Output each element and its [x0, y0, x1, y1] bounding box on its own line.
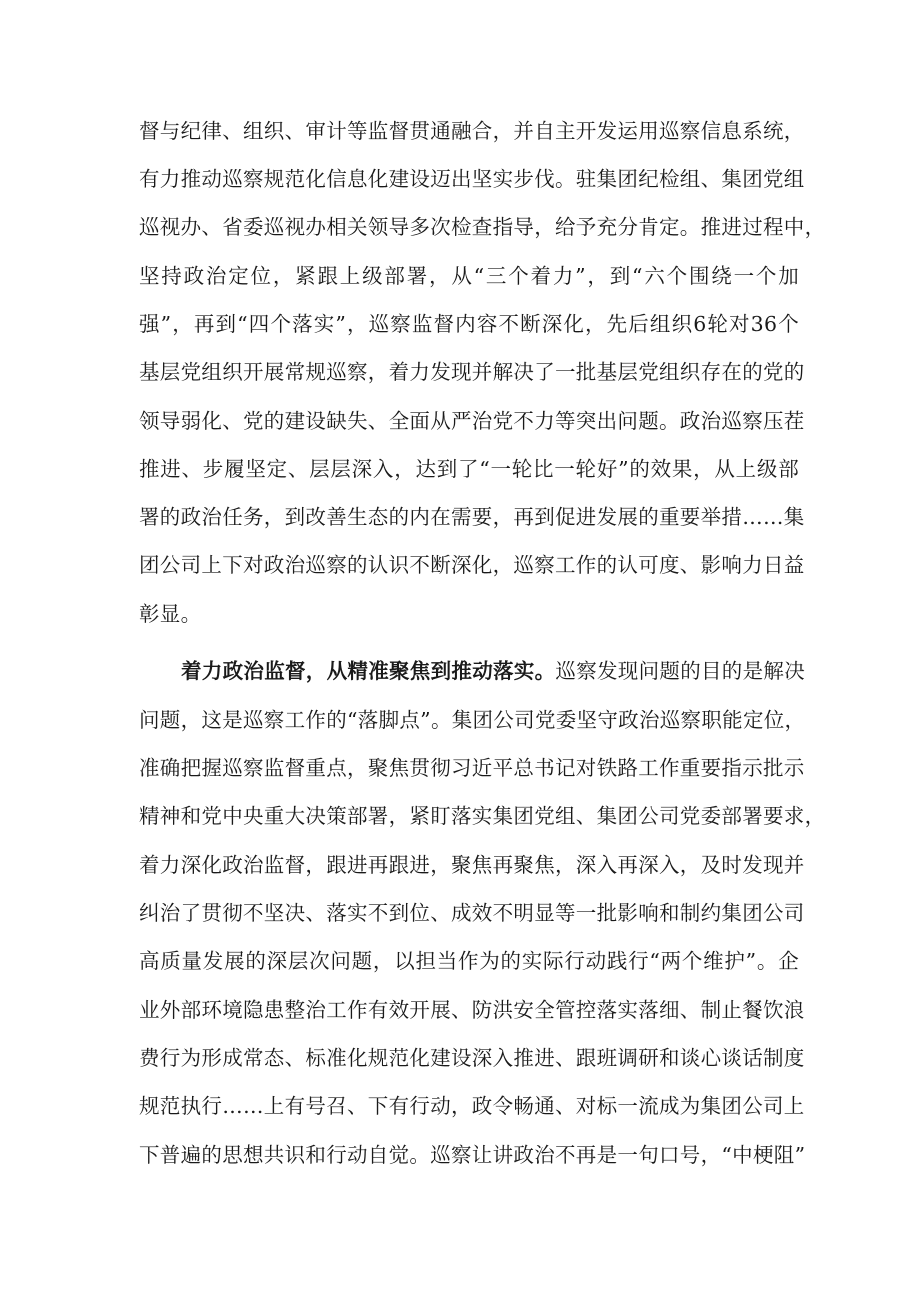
paragraph-line: 强”，再到“四个落实”，巡察监督内容不断深化，先后组织6轮对36个 — [139, 312, 799, 336]
paragraph-line: 彰显。 — [139, 602, 202, 626]
paragraph-line: 费行为形成常态、标准化规范化建设深入推进、跟班调研和谈心谈话制度 — [139, 1046, 805, 1070]
paragraph-heading: 着力政治监督，从精准聚焦到推动落实。 — [181, 659, 556, 683]
paragraph-line: 署的政治任务，到改善生态的内在需要，再到促进发展的重要举措……集 — [139, 505, 805, 529]
paragraph-line: 着力深化政治监督，跟进再跟进，聚焦再聚焦，深入再深入，及时发现并 — [139, 853, 805, 877]
paragraph-line: 下普遍的思想共识和行动自觉。巡察让讲政治不再是一句口号，“中梗阻” — [139, 1143, 806, 1167]
paragraph-text: 巡察发现问题的目的是解决 — [555, 659, 806, 683]
paragraph-line: 巡视办、省委巡视办相关领导多次检查指导，给予充分肯定。推进过程中， — [139, 215, 826, 239]
paragraph-line: 准确把握巡察监督重点，聚焦贯彻习近平总书记对铁路工作重要指示批示 — [139, 756, 805, 780]
paragraph-line: 领导弱化、党的建设缺失、全面从严治党不力等突出问题。政治巡察压茬 — [139, 409, 805, 433]
paragraph-line: 有力推动巡察规范化信息化建设迈出坚实步伐。驻集团纪检组、集团党组 — [139, 167, 805, 191]
paragraph-line: 精神和党中央重大决策部署，紧盯落实集团党组、集团公司党委部署要求， — [139, 804, 826, 828]
paragraph-line: 高质量发展的深层次问题，以担当作为的实际行动践行“两个维护”。企 — [139, 949, 799, 973]
paragraph-line: 基层党组织开展常规巡察，着力发现并解决了一批基层党组织存在的党的 — [139, 360, 805, 384]
paragraph-line: 纠治了贯彻不坚决、落实不到位、成效不明显等一批影响和制约集团公司 — [139, 901, 805, 925]
paragraph-line: 规范执行……上有号召、下有行动，政令畅通、对标一流成为集团公司上 — [139, 1094, 805, 1118]
paragraph-line: 督与纪律、组织、审计等监督贯通融合，并自主开发运用巡察信息系统， — [139, 119, 805, 143]
paragraph-line: 业外部环境隐患整治工作有效开展、防洪安全管控落实落细、制止餐饮浪 — [139, 998, 805, 1022]
paragraph-first-line — [181, 657, 806, 685]
paragraph-line: 团公司上下对政治巡察的认识不断深化，巡察工作的认可度、影响力日益 — [139, 553, 805, 577]
paragraph-line: 问题，这是巡察工作的“落脚点”。集团公司党委坚守政治巡察职能定位， — [139, 708, 806, 732]
paragraph-line: 坚持政治定位，紧跟上级部署，从“三个着力”，到“六个围绕一个加 — [139, 264, 799, 288]
paragraph-line: 推进、步履坚定、层层深入，达到了“一轮比一轮好”的效果，从上级部 — [139, 457, 799, 481]
